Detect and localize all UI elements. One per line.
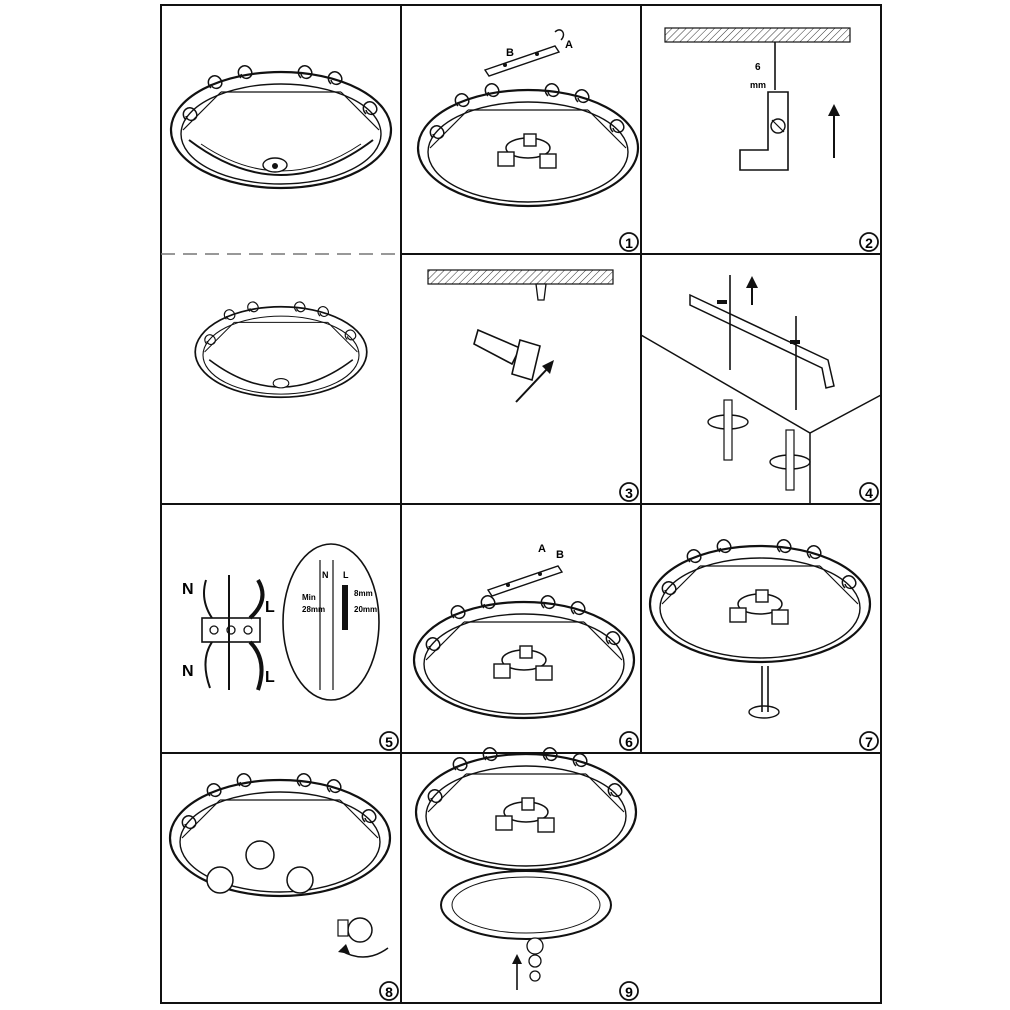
step-9-illustration — [416, 748, 636, 990]
step-number-6 — [620, 732, 638, 750]
svg-text:6: 6 — [625, 734, 633, 750]
step-1-label-b: B — [506, 47, 514, 59]
step-1-illustration — [418, 30, 638, 206]
lamp-overview-large — [171, 66, 391, 188]
lamp-overview-small — [195, 302, 367, 397]
step-number-2 — [860, 233, 878, 251]
step-5-wiring-diagram — [182, 544, 379, 700]
step-number-7 — [860, 732, 878, 750]
svg-text:5: 5 — [385, 734, 393, 750]
step-2-label-unit: mm — [750, 80, 767, 90]
step-number-8 — [380, 982, 398, 1000]
svg-text:9: 9 — [625, 984, 633, 1000]
svg-text:8: 8 — [385, 984, 393, 1000]
step-number-3 — [620, 483, 638, 501]
step-2-label-size: 6 — [755, 62, 761, 73]
step-5-detail-l: L — [343, 570, 349, 580]
step-8-illustration — [170, 774, 390, 957]
svg-text:4: 4 — [865, 485, 873, 501]
svg-text:2: 2 — [865, 235, 873, 251]
step-number-1 — [620, 233, 638, 251]
step-5-detail-8mm: 8mm — [354, 589, 373, 598]
step-2-illustration — [665, 28, 850, 170]
step-6-label-a: A — [538, 543, 546, 555]
step-3-illustration — [428, 270, 613, 402]
step-number-4 — [860, 483, 878, 501]
step-5-label-n-bottom: N — [182, 663, 194, 680]
svg-text:3: 3 — [625, 485, 633, 501]
svg-text:1: 1 — [625, 235, 633, 251]
step-5-detail-n: N — [322, 570, 329, 580]
step-6-illustration — [414, 543, 634, 718]
step-6-label-b: B — [556, 549, 564, 561]
step-5-label-l-top: L — [265, 599, 275, 616]
step-number-5 — [380, 732, 398, 750]
step-5-label-l-bottom: L — [265, 669, 275, 686]
step-4-illustration — [641, 275, 881, 503]
svg-text:7: 7 — [865, 734, 873, 750]
step-5-detail-28mm: 28mm — [302, 605, 326, 614]
step-1-label-a: A — [565, 39, 573, 51]
step-5-detail-20mm: 20mm — [354, 605, 378, 614]
step-7-illustration — [650, 540, 870, 718]
step-number-9 — [620, 982, 638, 1000]
step-5-detail-min: Min — [302, 593, 316, 602]
step-5-label-n-top: N — [182, 581, 194, 598]
